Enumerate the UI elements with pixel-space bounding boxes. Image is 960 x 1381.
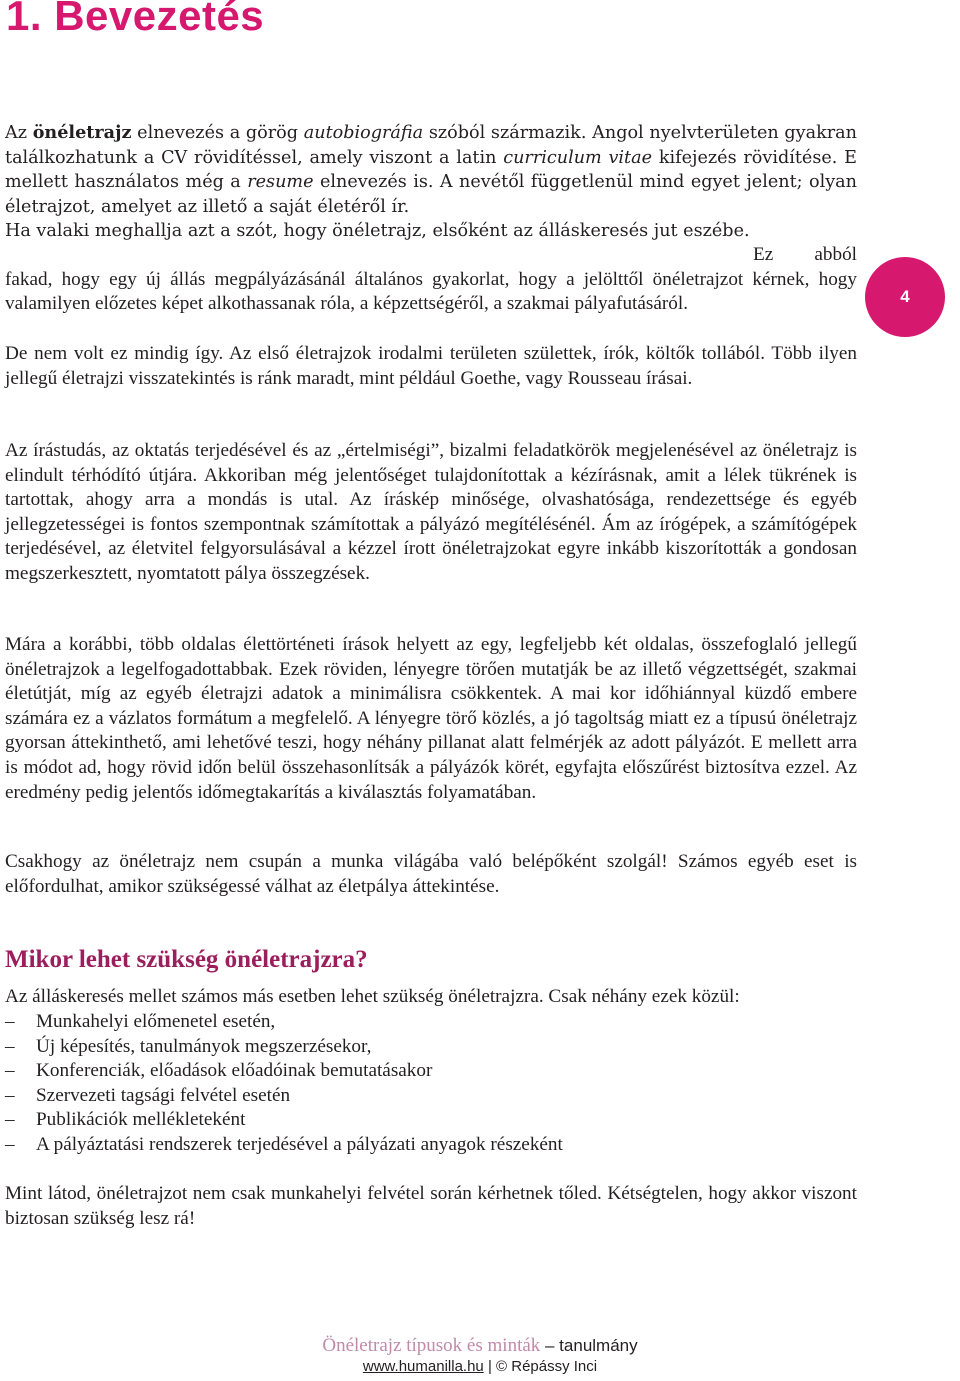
text-span: elnevezés is. A nevétől függetlenül mind egyet jelent; olyan életrajzot, amelyet az illető a saját életéről ír. [5,172,857,217]
footer-separator: | [483,1358,497,1375]
closing-paragraph: Mint látod, önéletrajzot nem csak munkahelyi felvétel során kérhetnek tőled. Kétségtelen, hogy akkor viszont biztosan szükség lesz rá! [5,1183,857,1229]
dash-bullet: – [5,1011,15,1032]
dash-bullet: – [5,1084,15,1106]
page-number-badge: 4 [865,257,945,337]
paragraph: Ha valaki meghallja azt a szót, hogy önéletrajz, elsőként az álláskeresés jut eszébe. [5,221,750,241]
section-intro: Az álláskeresés mellet számos más esetben lehet szükség önéletrajzra. Csak néhány ezek közül: [5,986,740,1007]
footer-brand: Önéletrajz típusok és minták [322,1335,541,1356]
text-span: Az [5,123,33,143]
section-heading: Mikor lehet szükség önéletrajzra? [5,946,368,973]
dash-bullet: – [5,1109,15,1130]
paragraph: Mára a korábbi, több oldalas élettörténeti írások helyett az egy, legfeljebb két oldalas, összefoglaló jellegű önéletrajzok a legelfogadottabbak. Ezek röviden, lényegre törően mutatják be az illető végzettségét, szakmai életútját, míg az egyéb életrajzi adatok a minimálisra csökkentek. A mai kor időhiánnyal küzdő embere számára ez a vázlatos formátum a megfelelő. A lényegre törő közlés, a jó tagoltság miatt ez a típusú önéletrajz gyorsan áttekinthető, ami lehetővé teszi, hogy néhány pillanat alatt felmérjék az adott pályázót. E mellett arra is módot ad, hogy rövid időn belül összehasonlítsák a pályázók körét, egyfajta előszűrést biztosítva ezzel. Az eredmény pedig jelentős időmegtakarítás a kiválasztás folyamatában. [5,634,857,803]
list-item [5,1084,857,1109]
dash-bullet: – [5,1060,15,1081]
list-item-text: Szervezeti tagsági felvétel esetén [36,1084,291,1106]
intro-paragraph [5,121,857,219]
paragraph: Az írástudás, az oktatás terjedésével és az „értelmiségi”, bizalmi feladatkörök megjelenésével az önéletrajz is elindult térhódító útjára. Akkoriban még jelentőséget tulajdonítottak a kézírásnak, amit a lélek tükrének is tartottak, ahogy arra a mondás is utal. Az íráskép minősége, olvashatósága, rendezettsége és egyéb jellegzetességei is fontos szempontnak számítottak a pályázó megítélésénél. Ám az írógépek, a számítógépek terjedésével, az életvitel felgyorsulásával a kézzel írott önéletrajzokat egyre inkább kiszorították a gondosan megszerkesztett, nyomtatott pálya összegzések. [5,440,857,584]
list-item [5,1035,857,1060]
list-item [5,1010,857,1035]
list-item [5,1108,857,1133]
list-item-text: Konferenciák, előadások előadóinak bemutatásakor [36,1060,433,1081]
footer-credits [0,1358,960,1375]
list-item-text: Munkahelyi előmenetel esetén, [36,1011,276,1032]
website-link[interactable]: www.humanilla.hu [362,1358,484,1375]
copyright-text: © Répássy Inci [496,1358,598,1375]
paragraph: Ez abból fakad, hogy egy új állás megpályázásánál általános gyakorlat, hogy a jelölttől önéletrajzot kérnek, hogy valamilyen előzetes képet alkothassanak róla, a képzettségéről, a szakmai pályafutásáról. [5,244,857,315]
footer-title [0,1335,960,1357]
list-item-text: Publikációk mellékleteként [36,1109,246,1130]
text-span: szóból származik. Angol nyelvterületen gyakran találkozhatunk a CV rövidítéssel, amely viszont a latin [5,123,857,168]
list-item-text: Új képesítés, tanulmányok megszerzésekor, [36,1035,372,1057]
italic-term: autobiográfia [303,123,424,143]
paragraph: Csakhogy az önéletrajz nem csupán a munka világába való belépőként szolgál! Számos egyéb eset is előfordulhat, amikor szükségessé válhat az életpálya áttekintése. [5,851,857,897]
text-span: kifejezés rövidítése. E mellett használatos még a [5,147,857,193]
italic-term: resume [247,172,314,193]
list-item [5,1059,857,1084]
paragraph: De nem volt ez mindig így. Az első életrajzok irodalmi területen születtek, írók, költők tollából. Több ilyen jellegű életrajzi visszatekintés is ránk maradt, mint például Goethe, vagy Rousseau írásai. [5,343,857,389]
italic-term: curriculum vitae [503,147,653,168]
dash-bullet: – [5,1035,15,1057]
footer-subtitle: – tanulmány [540,1336,638,1355]
bullet-list [5,1010,857,1157]
bold-term: önéletrajz [32,122,132,143]
list-item [5,1133,857,1158]
text-span: elnevezés a görög [131,123,304,143]
dash-bullet: – [5,1133,15,1155]
chapter-title: 1. Bevezetés [6,0,265,39]
list-item-text: A pályáztatási rendszerek terjedésével a pályázati anyagok részeként [36,1133,563,1155]
